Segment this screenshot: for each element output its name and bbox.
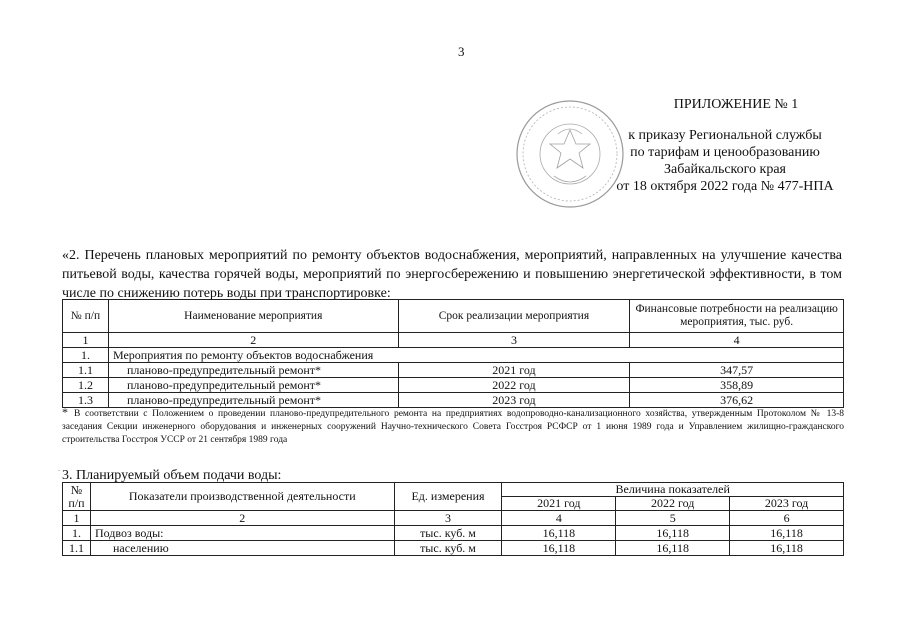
- row-unit: тыс. куб. м: [394, 541, 502, 556]
- row-num: 1.: [63, 348, 109, 363]
- row-value-2021: 16,118: [502, 526, 616, 541]
- row-num: 1.1: [63, 541, 91, 556]
- row-name: планово-предупредительный ремонт*: [108, 393, 398, 408]
- row-cost: 358,89: [630, 378, 844, 393]
- row-term: 2022 год: [398, 378, 630, 393]
- appendix-line: от 18 октября 2022 года № 477-НПА: [616, 179, 834, 194]
- appendix-block: [600, 96, 850, 195]
- column-number: 4: [502, 511, 616, 526]
- row-value-2023: 16,118: [730, 541, 844, 556]
- table-row: [63, 526, 844, 541]
- header-year: 2022 год: [616, 497, 730, 511]
- row-name: Подвоз воды:: [90, 526, 394, 541]
- row-value-2022: 16,118: [616, 541, 730, 556]
- row-num: 1.: [63, 526, 91, 541]
- table-header-row: [63, 300, 844, 333]
- row-name: планово-предупредительный ремонт*: [108, 378, 398, 393]
- column-number: 2: [108, 333, 398, 348]
- group-row: [63, 348, 844, 363]
- table-row: [63, 541, 844, 556]
- footnote-text: В соответствии с Положением о проведении планово-предупредительного ремонта на предприятиях водопроводно-канализационного хозяйства, утвержденным Протоколом № 13-8 заседания Секции инженерного оборудования и инженерных сооружений Научно-технического Совета Госстроя РСФСР от 1 июня 1989 года и Управлением жилищно-гражданского строительства Госстроя УССР от 21 сентября 1989 года: [62, 409, 844, 445]
- column-number: 1: [63, 333, 109, 348]
- header-indicators: Показатели производственной деятельности: [90, 483, 394, 511]
- column-number: 5: [616, 511, 730, 526]
- column-number: 3: [398, 333, 630, 348]
- page-number: 3: [458, 44, 465, 59]
- appendix-title: ПРИЛОЖЕНИЕ № 1: [673, 97, 799, 112]
- row-value-2022: 16,118: [616, 526, 730, 541]
- water-supply-table: [62, 482, 844, 556]
- column-number: 6: [730, 511, 844, 526]
- row-num: 1.1: [63, 363, 109, 378]
- column-number: 2: [90, 511, 394, 526]
- measures-table: [62, 299, 844, 408]
- header-unit: Ед. измерения: [394, 483, 502, 511]
- footnote-star: *: [62, 405, 68, 419]
- section2-heading: «2. Перечень плановых мероприятий по ремонту объектов водоснабжения, мероприятий, направленных на улучшение качества питьевой воды, качества горячей воды, мероприятий по энергосбережению и повышению энергетической эффективности, в том числе по снижению потерь воды при транспортировке:: [62, 248, 842, 301]
- appendix-line: по тарифам и ценообразованию: [630, 145, 820, 160]
- header-year: 2023 год: [730, 497, 844, 511]
- row-term: 2021 год: [398, 363, 630, 378]
- column-number-row: [63, 511, 844, 526]
- column-number: 4: [630, 333, 844, 348]
- row-term: 2023 год: [398, 393, 630, 408]
- header-num: № п/п: [63, 483, 91, 511]
- section3-heading: 3. Планируемый объем подачи воды:: [62, 468, 282, 483]
- column-number-row: [63, 333, 844, 348]
- row-cost: 347,57: [630, 363, 844, 378]
- row-name: населению: [90, 541, 394, 556]
- row-num: 1.2: [63, 378, 109, 393]
- group-name: Мероприятия по ремонту объектов водоснабжения: [108, 348, 843, 363]
- header-num: № п/п: [63, 300, 109, 333]
- header-value: Величина показателей: [502, 483, 844, 497]
- row-name: планово-предупредительный ремонт*: [108, 363, 398, 378]
- table-header-row: [63, 483, 844, 497]
- header-cost: Финансовые потребности на реализацию мероприятия, тыс. руб.: [630, 300, 844, 333]
- column-number: 3: [394, 511, 502, 526]
- row-unit: тыс. куб. м: [394, 526, 502, 541]
- row-value-2023: 16,118: [730, 526, 844, 541]
- row-cost: 376,62: [630, 393, 844, 408]
- row-value-2021: 16,118: [502, 541, 616, 556]
- column-number: 1: [63, 511, 91, 526]
- row-num: 1.3: [63, 393, 109, 408]
- table-row: [63, 363, 844, 378]
- header-term: Срок реализации мероприятия: [398, 300, 630, 333]
- footnote: [62, 406, 844, 447]
- table-row: [63, 378, 844, 393]
- appendix-line: Забайкальского края: [663, 162, 786, 177]
- header-name: Наименование мероприятия: [108, 300, 398, 333]
- appendix-line: к приказу Региональной службы: [628, 128, 822, 143]
- header-year: 2021 год: [502, 497, 616, 511]
- scan-mark: .: [58, 464, 60, 473]
